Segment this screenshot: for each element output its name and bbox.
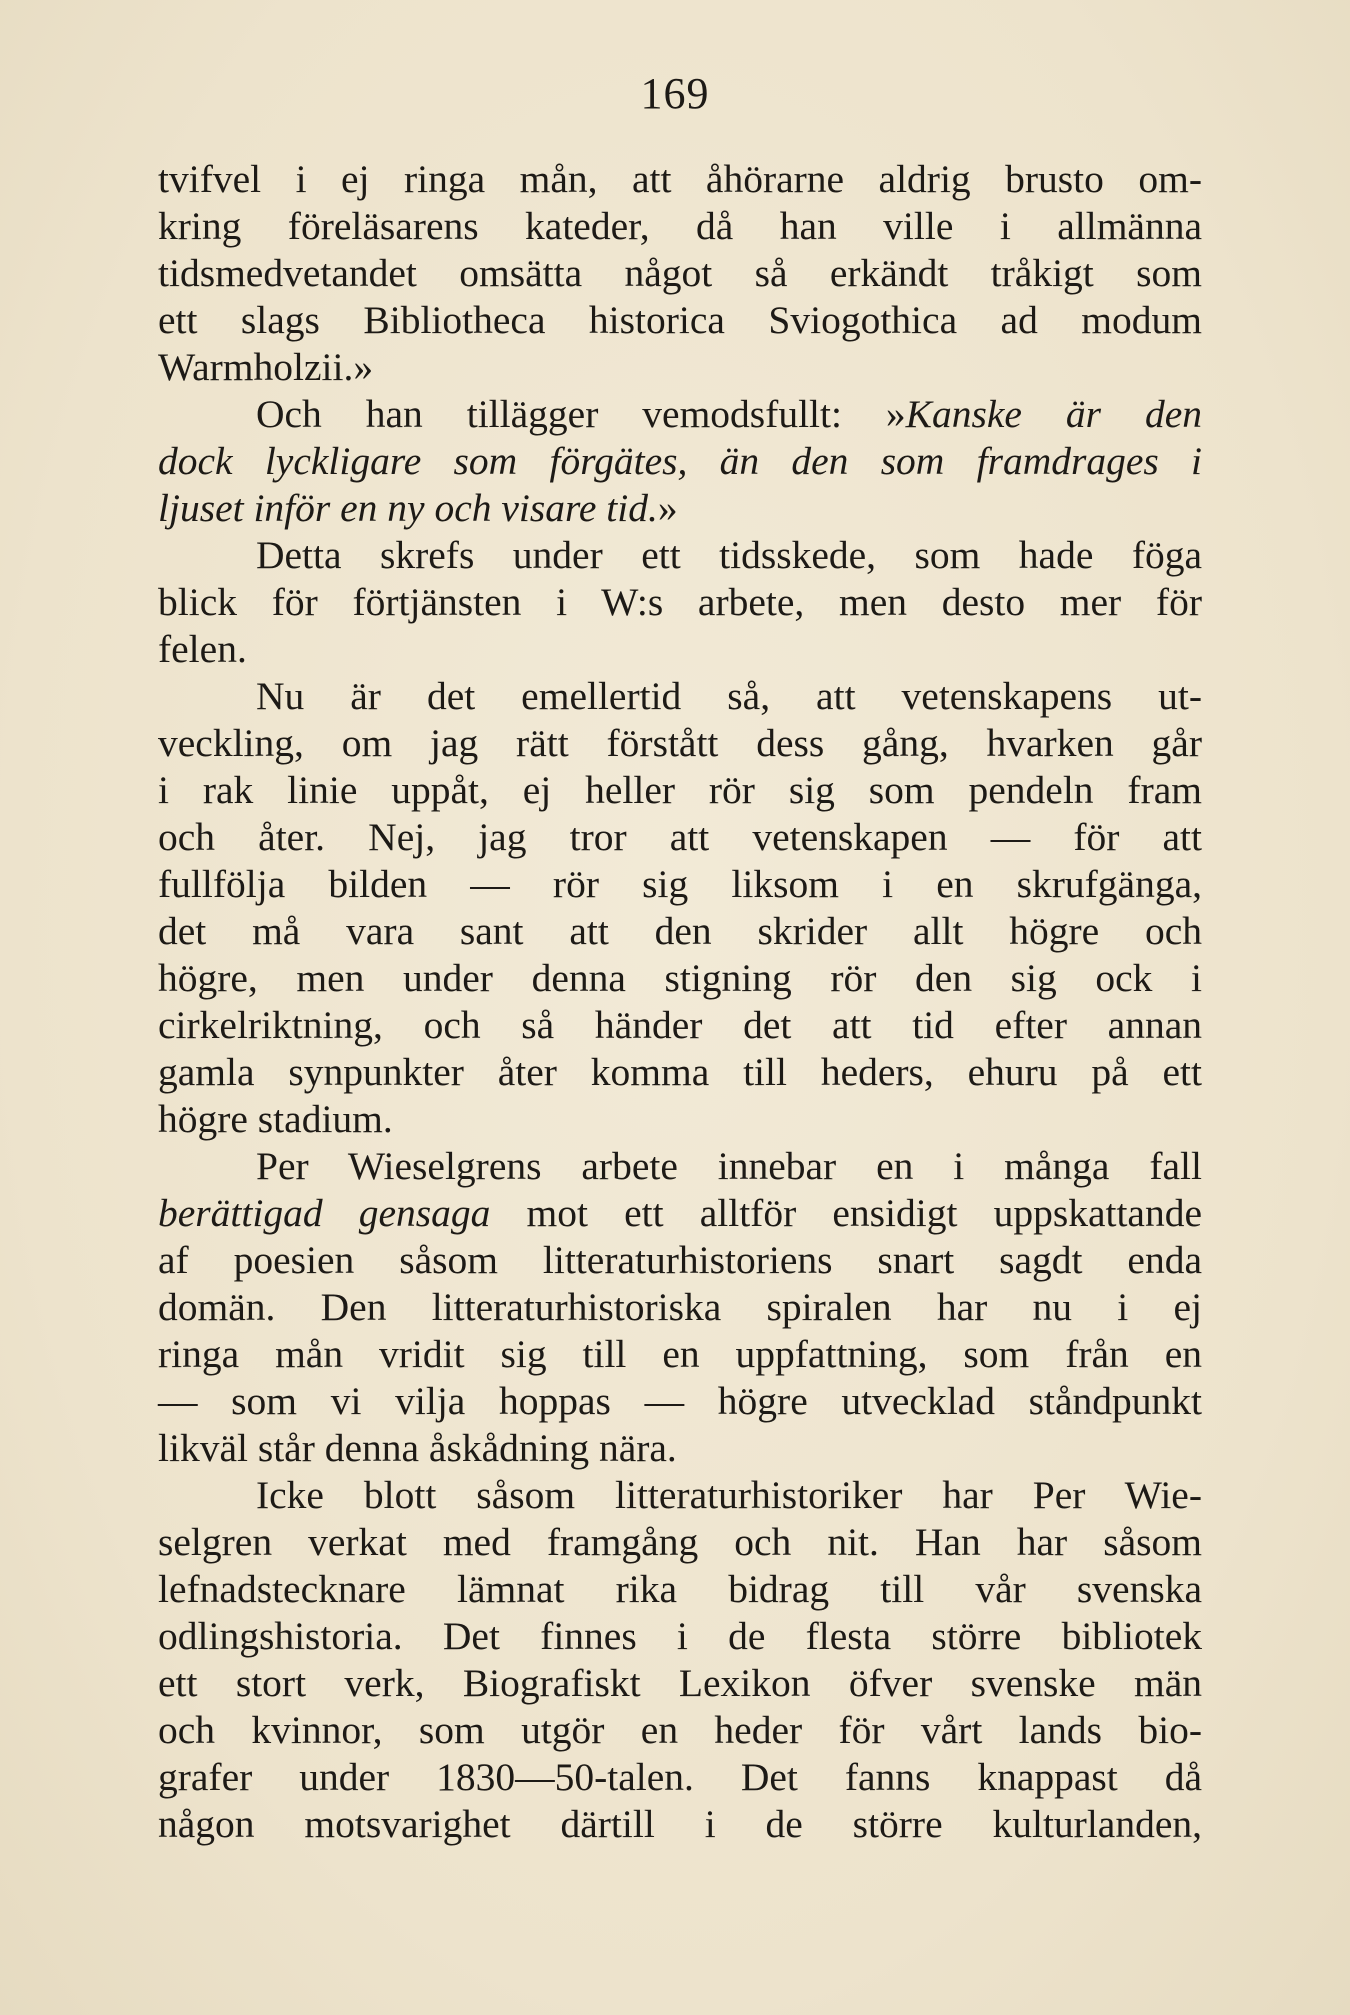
text-line: ett stort verk, Biografiskt Lexikon öfver svenske män [158,1661,1202,1705]
text-line: dock lyckligare som förgätes, än den som framdrages i [158,439,1202,483]
text-fragment: mot ett alltför ensidigt uppskattande [490,1191,1203,1235]
text-line: — som vi vilja hoppas — högre utvecklad ståndpunkt [158,1379,1202,1423]
text-line: blick för förtjänsten i W:s arbete, men desto mer för [158,580,1202,624]
text-line: i rak linie uppåt, ej heller rör sig som pendeln fram [158,768,1202,812]
text-line: någon motsvarighet därtill i de större kulturlanden, [158,1802,1202,1846]
text-line: Warmholzii.» [158,345,374,389]
text-line: och åter. Nej, jag tror att vetenskapen — för att [158,815,1202,859]
text-line [158,391,1202,438]
text-line: det må vara sant att den skrider allt högre och [158,909,1202,953]
text-line: cirkelriktning, och så händer det att tid efter annan [158,1003,1202,1047]
text-line: grafer under 1830—50-talen. Det fanns knappast då [158,1755,1202,1799]
italic-fragment: Kanske är den [905,392,1202,436]
text-line: tvifvel i ej ringa mån, att åhörarne aldrig brusto om- [158,157,1202,201]
text-line: fullfölja bilden — rör sig liksom i en skrufgänga, [158,862,1202,906]
text-line: veckling, om jag rätt förstått dess gång, hvarken går [158,721,1202,765]
text-line: selgren verkat med framgång och nit. Han har såsom [158,1520,1202,1564]
italic-fragment: berättigad gensaga [158,1191,491,1235]
text-line: Per Wieselgrens arbete innebar en i många fall [256,1144,1202,1188]
text-line: Nu är det emellertid så, att vetenskapens ut- [256,674,1202,718]
text-line: likväl står denna åskådning nära. [158,1426,677,1470]
text-line: högre stadium. [158,1097,393,1141]
text-line: och kvinnor, som utgör en heder för vårt lands bio- [158,1708,1202,1752]
page-number: 169 [640,69,710,118]
body-text [158,156,1202,1848]
text-line: ett slags Bibliotheca historica Sviogothica ad modum [158,298,1202,342]
text-line: odlingshistoria. Det finnes i de flesta större bibliotek [158,1614,1202,1658]
text-fragment: Och han tillägger vemodsfullt: » [256,392,906,436]
text-line: gamla synpunkter åter komma till heders, ehuru på ett [158,1050,1202,1094]
text-line: tidsmedvetandet omsätta något så erkändt tråkigt som [158,251,1202,295]
text-fragment: » [657,486,678,530]
text-line: domän. Den litteraturhistoriska spiralen har nu i ej [158,1285,1202,1329]
text-line: Icke blott såsom litteraturhistoriker har Per Wie- [256,1473,1202,1517]
text-line: felen. [158,627,247,671]
text-line [158,485,1202,532]
italic-fragment: ljuset inför en ny och visare tid. [158,486,658,530]
text-line: Detta skrefs under ett tidsskede, som hade föga [256,533,1202,577]
text-line [158,1190,1202,1237]
text-line: kring föreläsarens kateder, då han ville i allmänna [158,204,1202,248]
text-line: lefnadstecknare lämnat rika bidrag till vår svenska [158,1567,1202,1611]
text-line: ringa mån vridit sig till en uppfattning, som från en [158,1332,1202,1376]
text-line: af poesien såsom litteraturhistoriens snart sagdt enda [158,1238,1202,1282]
text-line: högre, men under denna stigning rör den sig ock i [158,956,1202,1000]
